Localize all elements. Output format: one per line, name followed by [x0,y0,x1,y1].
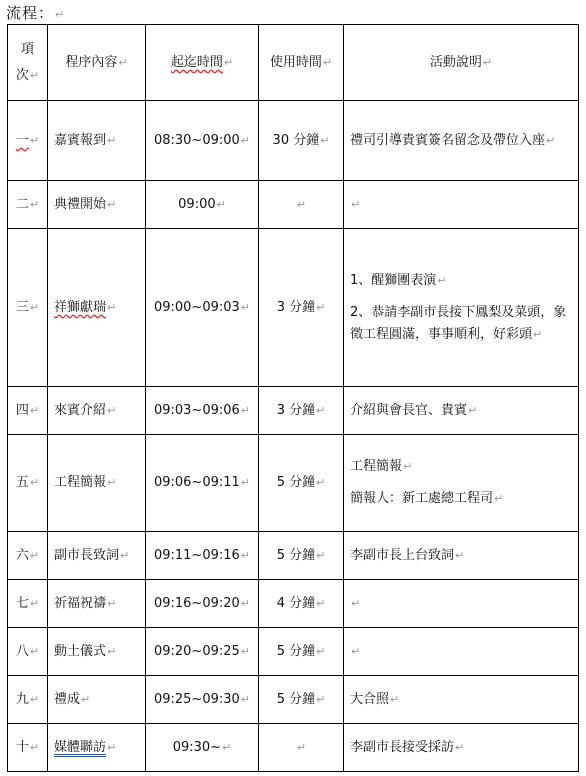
description-cell [344,724,579,772]
time-cell: 09:06~09:11↵ [146,435,259,532]
item-cell: 五↵ [8,435,48,532]
table-row [8,101,579,181]
program-cell: 來賓介紹↵ [48,387,146,435]
program-cell: 祈福祝禱↵ [48,580,146,628]
duration-cell: ↵ [259,181,344,229]
item-cell: 四↵ [8,387,48,435]
duration-cell: ↵ [259,724,344,772]
duration-cell: 3 分鐘↵ [259,387,344,435]
duration-cell: 30 分鐘↵ [259,101,344,181]
item-cell: 三↵ [8,229,48,387]
procedure-table [7,24,579,772]
program-cell: 禮成↵ [48,676,146,724]
program-cell: 副市長致詞↵ [48,532,146,580]
item-cell: 一↵ [8,101,48,181]
time-cell: 09:25~09:30↵ [146,676,259,724]
description-cell: ↵ [344,580,579,628]
description-line: 禮司引導貴賓簽名留念及帶位入座↵ [350,132,556,148]
table-row [8,435,579,532]
time-cell: 09:03~09:06↵ [146,387,259,435]
table-row [8,580,579,628]
item-cell: 十↵ [8,724,48,772]
description-line: 簡報人：新工處總工程司↵ [350,491,504,506]
description-cell [344,229,579,387]
duration-cell: 5 分鐘↵ [259,676,344,724]
description-line: 1、醒獅團表演↵ [350,272,447,288]
table-row [8,628,579,676]
description-cell [344,387,579,435]
description-line: 李副市長接受採訪↵ [350,739,465,755]
duration-cell: 5 分鐘↵ [259,532,344,580]
program-cell: 動土儀式↵ [48,628,146,676]
description-line: 工程簡報↵ [350,459,413,474]
header-item: 項 次↵ [8,25,48,101]
table-row [8,676,579,724]
time-cell: 09:11~09:16↵ [146,532,259,580]
description-cell: ↵ [344,628,579,676]
description-cell [344,676,579,724]
table-row [8,229,579,387]
duration-cell: 3 分鐘↵ [259,229,344,387]
time-cell: 09:16~09:20↵ [146,580,259,628]
description-cell [344,101,579,181]
item-cell: 六↵ [8,532,48,580]
time-cell: 08:30~09:00↵ [146,101,259,181]
program-cell: 典禮開始↵ [48,181,146,229]
header-program: 程序內容↵ [48,25,146,101]
section-heading: 流程：↵ [6,4,66,22]
description-cell [344,435,579,532]
description-line: 李副市長上台致詞↵ [350,547,465,563]
description-cell: ↵ [344,181,579,229]
program-cell: 媒體聯訪↵ [48,724,146,772]
description-cell [344,532,579,580]
duration-cell: 4 分鐘↵ [259,580,344,628]
program-cell: 工程簡報↵ [48,435,146,532]
header-duration: 使用時間↵ [259,25,344,101]
item-cell: 七↵ [8,580,48,628]
table-row [8,387,579,435]
duration-cell: 5 分鐘↵ [259,628,344,676]
description-line: 大合照↵ [350,691,400,707]
table-row [8,532,579,580]
program-cell: 嘉賓報到↵ [48,101,146,181]
item-cell: 二↵ [8,181,48,229]
program-cell: 祥獅獻瑞↵ [48,229,146,387]
table-row [8,181,579,229]
time-cell: 09:30~↵ [146,724,259,772]
header-description: 活動說明↵ [344,25,579,101]
time-cell: 09:20~09:25↵ [146,628,259,676]
description-line: 2、恭請李副市長接下鳳梨及菜頭，象徵工程圓滿，事事順利，好彩頭↵ [350,304,567,342]
item-cell: 九↵ [8,676,48,724]
description-line: 介紹與會長官、貴賓↵ [350,402,478,418]
header-start-end: 起迄時間↵ [146,25,259,101]
table-header-row [8,25,579,101]
table-row [8,724,579,772]
duration-cell: 5 分鐘↵ [259,435,344,532]
time-cell: 09:00~09:03↵ [146,229,259,387]
item-cell: 八↵ [8,628,48,676]
time-cell: 09:00↵ [146,181,259,229]
